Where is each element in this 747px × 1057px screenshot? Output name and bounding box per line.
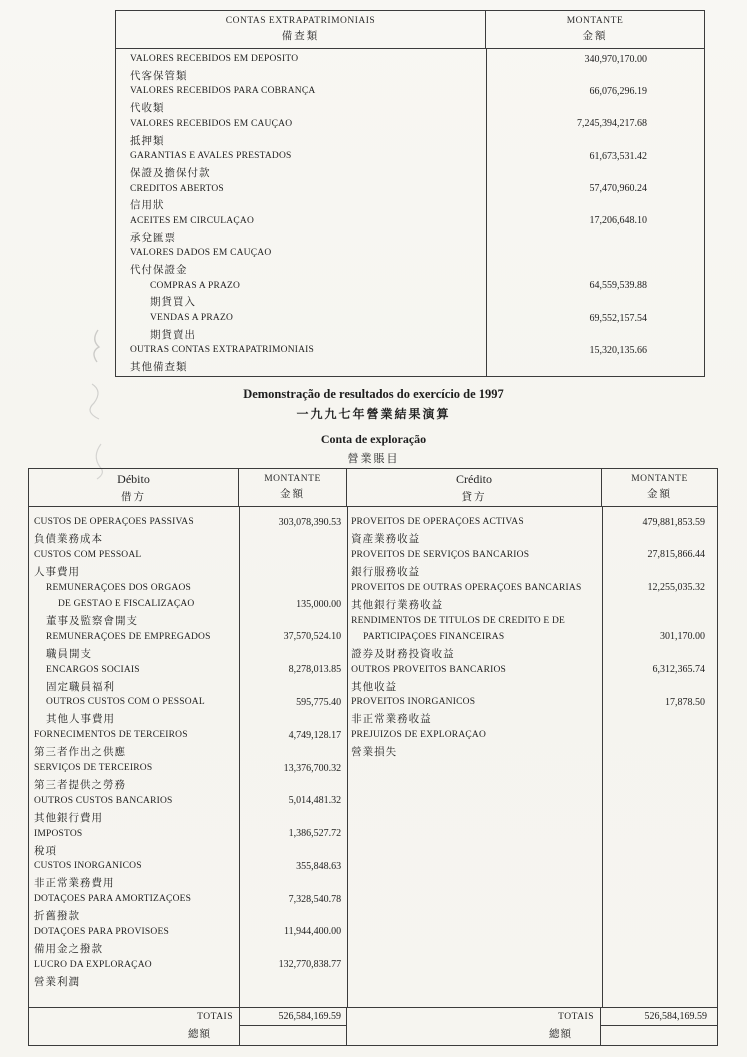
account-line [116,326,704,342]
amount-value: 595,775.40 [296,696,342,708]
off-balance-table-body [116,49,704,376]
amount-value: 479,881,853.59 [642,516,705,528]
amount-value: 7,245,394,217.68 [577,118,647,130]
account-line [29,809,346,825]
account-line [29,858,346,874]
column-header-credit-amount-zh: 金額 [647,489,672,500]
account-label-zh: 職員開支 [46,648,92,660]
account-label-pt: FORNECIMENTOS DE TERCEIROS [34,730,188,741]
account-label-pt: DOTAÇÕES PARA PROVISÕES [34,926,169,937]
account-label-pt: VALORES RECEBIDOS EM CAUÇÃO [130,118,293,129]
account-line [346,563,717,579]
account-label-zh: 其他備查類 [130,362,188,374]
column-header-debit-amount [239,469,347,506]
column-header-amount [486,11,704,48]
account-label-zh: 其他銀行業務收益 [351,599,444,611]
totals-label-debit [29,1008,239,1045]
account-label-pt: LUCRO DA EXPLORAÇÃO [34,959,152,970]
account-label-pt: CUSTOS INORGÂNICOS [34,861,142,872]
operating-table-body [29,507,717,1007]
account-label-zh: 其他人事費用 [46,714,115,726]
account-label-zh: 代客保管類 [130,70,188,82]
amount-value: 7,328,540.78 [288,893,342,905]
account-label-pt: OUTRAS CONTAS EXTRAPATRIMONIAIS [130,345,315,356]
account-label-pt: ENCARGOS SOCIAIS [46,664,140,675]
statement-title-pt: Demonstração de resultados do exercício de 1997 [243,387,504,401]
account-label-zh: 代付保證金 [130,265,188,277]
statement-titles [0,387,747,466]
column-header-amount-zh: 金額 [582,31,608,42]
column-header-debit-pt: Débito [117,471,150,486]
account-label-zh: 折舊撥款 [34,911,80,923]
account-line [29,957,346,973]
operating-table-header [29,469,717,507]
amount-value: 4,749,128.17 [288,729,342,741]
account-line [116,132,704,148]
off-balance-accounts-table [115,10,705,377]
account-line [116,100,704,116]
account-label-pt: VALORES RECEBIDOS EM DEPÓSITO [130,54,299,65]
account-label-zh: 期貨買入 [150,297,196,309]
account-label-zh: 第三者提供之勞務 [34,779,126,791]
account-line [29,596,346,612]
amount-value: 66,076,296.19 [589,85,647,97]
account-line [346,580,717,596]
account-label-pt: VALORES DADOS EM CAUÇÃO [130,248,272,259]
totals-amount-debit: 526,584,169.59 [240,1008,346,1026]
account-label-zh: 稅項 [34,845,57,857]
account-line [29,924,346,940]
account-line [29,940,346,956]
account-line [116,294,704,310]
account-line [29,875,346,891]
amount-value: 69,552,157.54 [589,312,647,324]
column-header-accounts-zh: 備查類 [281,31,320,42]
account-label-zh: 抵押類 [130,135,165,147]
account-label-zh: 保證及擔保付款 [130,167,211,179]
account-line [346,662,717,678]
account-line [29,580,346,596]
account-label-pt: DE GESTÃO E FISCALIZAÇÃO [58,599,195,610]
account-line [346,711,717,727]
column-header-debit-amount-zh: 金額 [280,489,305,500]
account-label-zh: 其他銀行費用 [34,812,103,824]
account-label-zh: 代收類 [130,103,165,115]
account-label-pt: IMPOSTOS [34,828,83,839]
operating-account-table [28,468,718,1046]
account-line [346,727,717,743]
account-line [29,743,346,759]
account-label-zh: 承兌匯票 [130,232,176,244]
account-line [346,645,717,661]
account-line [116,278,704,294]
off-balance-table-header [116,11,704,49]
column-header-credit-zh: 貸方 [461,491,487,503]
account-line [116,310,704,326]
amount-value: 57,470,960.24 [589,183,647,195]
account-line [346,530,717,546]
account-label-pt: CRÉDITOS ABERTOS [130,183,224,194]
account-label-pt: ACEITES EM CIRCULAÇÃO [130,215,255,226]
amount-value: 1,386,527.72 [288,828,342,840]
account-line [116,197,704,213]
amount-value: 132,770,838.77 [278,959,342,971]
account-line [116,229,704,245]
amount-value: 37,570,524.10 [283,631,342,643]
account-line [29,711,346,727]
account-label-zh: 固定職員福利 [46,681,115,693]
account-line [346,743,717,759]
account-line [116,245,704,261]
account-label-pt: PREJUÍZOS DE EXPLORAÇÃO [351,730,487,741]
account-line [116,164,704,180]
account-line [346,612,717,628]
totals-label-debit-pt: TOTAIS [197,1012,233,1022]
account-line [116,261,704,277]
account-line [29,973,346,989]
account-label-zh: 證券及財務投資收益 [351,648,455,660]
account-label-pt: PROVEITOS DE OUTRAS OPERAÇÕES BANCÁRIAS [351,582,582,593]
account-label-zh: 人事費用 [34,566,80,578]
amount-value: 340,970,170.00 [584,53,647,65]
account-line [29,907,346,923]
totals-amount-debit-cell [239,1008,347,1045]
account-label-pt: OUTROS CUSTOS COM O PESSOAL [46,697,205,708]
account-line [116,51,704,67]
account-line [29,547,346,563]
account-line [29,842,346,858]
account-line [116,342,704,358]
totals-amount-credit: 526,584,169.59 [601,1008,717,1026]
account-line [29,645,346,661]
account-label-zh: 期貨賣出 [150,329,196,341]
account-label-pt: PROVEITOS DE OPERAÇÕES ACTIVAS [351,517,524,528]
account-label-pt: OUTROS PROVEITOS BANCÁRIOS [351,664,507,675]
column-header-credit-amount [602,469,717,506]
amount-value: 303,078,390.53 [278,516,342,528]
account-line [29,678,346,694]
account-label-pt: PROVEITOS INORGÂNICOS [351,697,476,708]
account-line [29,727,346,743]
account-line [116,83,704,99]
account-line [29,776,346,792]
account-label-pt: REMUNERAÇÕES DE EMPREGADOS [46,631,211,642]
amount-value: 8,278,013.85 [288,664,342,676]
amount-value: 355,848.63 [296,860,342,872]
amount-value: 135,000.00 [296,598,342,610]
account-label-pt: DOTAÇÕES PARA AMORTIZAÇÕES [34,894,192,905]
account-line [29,514,346,530]
account-line [116,148,704,164]
account-label-zh: 其他收益 [351,681,398,693]
account-line [29,694,346,710]
account-line [116,359,704,375]
account-label-pt: GARANTIAS E AVALES PRESTADOS [130,151,292,162]
account-label-zh: 備用金之撥款 [34,943,103,955]
account-label-pt: SERVIÇOS DE TERCEIROS [34,763,153,774]
account-label-zh: 董事及監察會開支 [46,616,138,628]
amount-value: 15,320,135.66 [589,344,647,356]
totals-row [29,1007,717,1045]
statement-title-zh: 一九九七年營業結果演算 [296,407,451,421]
account-label-zh: 銀行服務收益 [351,566,421,578]
account-line [346,547,717,563]
account-line [116,213,704,229]
account-line [29,629,346,645]
account-label-pt: VALORES RECEBIDOS PARA COBRANÇA [130,86,316,97]
account-label-pt: OUTROS CUSTOS BANCÁRIOS [34,795,173,806]
account-line [346,694,717,710]
account-label-pt: PROVEITOS DE SERVIÇOS BANCÁRIOS [351,549,530,560]
account-line [29,760,346,776]
column-header-debit-amount-pt: MONTANTE [264,474,321,484]
column-header-accounts-pt: CONTAS EXTRAPATRIMONIAIS [225,16,376,26]
column-divider [239,507,240,1007]
account-line [116,116,704,132]
account-line [346,514,717,530]
account-label-zh: 營業利潤 [34,976,80,988]
amount-value: 11,944,400.00 [283,926,342,938]
column-header-accounts [116,11,486,48]
totals-label-debit-zh: 總額 [188,1029,211,1040]
totals-label-credit-pt: TOTAIS [558,1012,594,1022]
account-line [29,891,346,907]
amount-value: 12,255,035.32 [647,582,705,594]
totals-label-credit-zh: 總額 [549,1029,572,1040]
amount-value: 61,673,531.42 [589,150,647,162]
account-label-pt: CUSTOS COM PESSOAL [34,549,142,560]
account-label-zh: 信用狀 [130,200,165,212]
account-subtitle-zh: 營業賬目 [347,453,400,465]
account-subtitle-pt: Conta de exploração [320,432,427,446]
amount-value: 13,376,700.32 [283,762,342,774]
column-header-debit-zh: 借方 [121,491,146,503]
column-divider [602,507,603,1007]
column-divider [347,507,348,1007]
account-line [29,662,346,678]
account-line [346,596,717,612]
account-label-zh: 資產業務收益 [351,534,421,546]
amount-value: 27,815,866.44 [647,549,705,561]
account-line [29,530,346,546]
amount-value: 17,878.50 [665,696,705,708]
account-label-pt: COMPRAS A PRAZO [150,280,241,291]
column-header-credit [347,469,602,506]
account-line [116,67,704,83]
totals-label-credit [347,1008,600,1045]
column-header-amount-pt: MONTANTE [566,16,624,26]
account-line [29,793,346,809]
amount-value: 17,206,648.10 [589,215,647,227]
column-header-credit-pt: Crédito [456,471,492,486]
amount-value: 301,170.00 [660,631,705,643]
account-line [29,612,346,628]
amount-value: 6,312,365.74 [652,664,705,676]
account-line [346,629,717,645]
account-label-pt: RENDIMENTOS DE TÍTULOS DE CRÉDITO E DE [351,615,566,626]
account-label-pt: CUSTOS DE OPERAÇÕES PASSIVAS [34,517,194,528]
account-label-zh: 非正常業務費用 [34,878,115,890]
amount-value: 5,014,481.32 [288,795,342,807]
debit-column [29,507,346,1007]
account-label-pt: VENDAS A PRAZO [150,313,234,324]
column-header-debit [29,469,239,506]
account-line [29,825,346,841]
account-label-zh: 營業損失 [351,747,398,759]
totals-amount-credit-cell [600,1008,717,1045]
account-line [346,678,717,694]
account-label-zh: 非正常業務收益 [351,714,432,726]
column-divider [486,49,487,376]
account-label-pt: PARTICIPAÇÕES FINANCEIRAS [363,631,505,642]
account-label-zh: 第三者作出之供應 [34,747,126,759]
amount-value: 64,559,539.88 [589,280,647,292]
account-label-zh: 負債業務成本 [34,534,103,546]
account-line [116,181,704,197]
column-header-credit-amount-pt: MONTANTE [631,474,688,484]
account-label-pt: REMUNERAÇÕES DOS ÓRGÃOS [46,582,192,593]
account-line [29,563,346,579]
credit-column [346,507,717,1007]
